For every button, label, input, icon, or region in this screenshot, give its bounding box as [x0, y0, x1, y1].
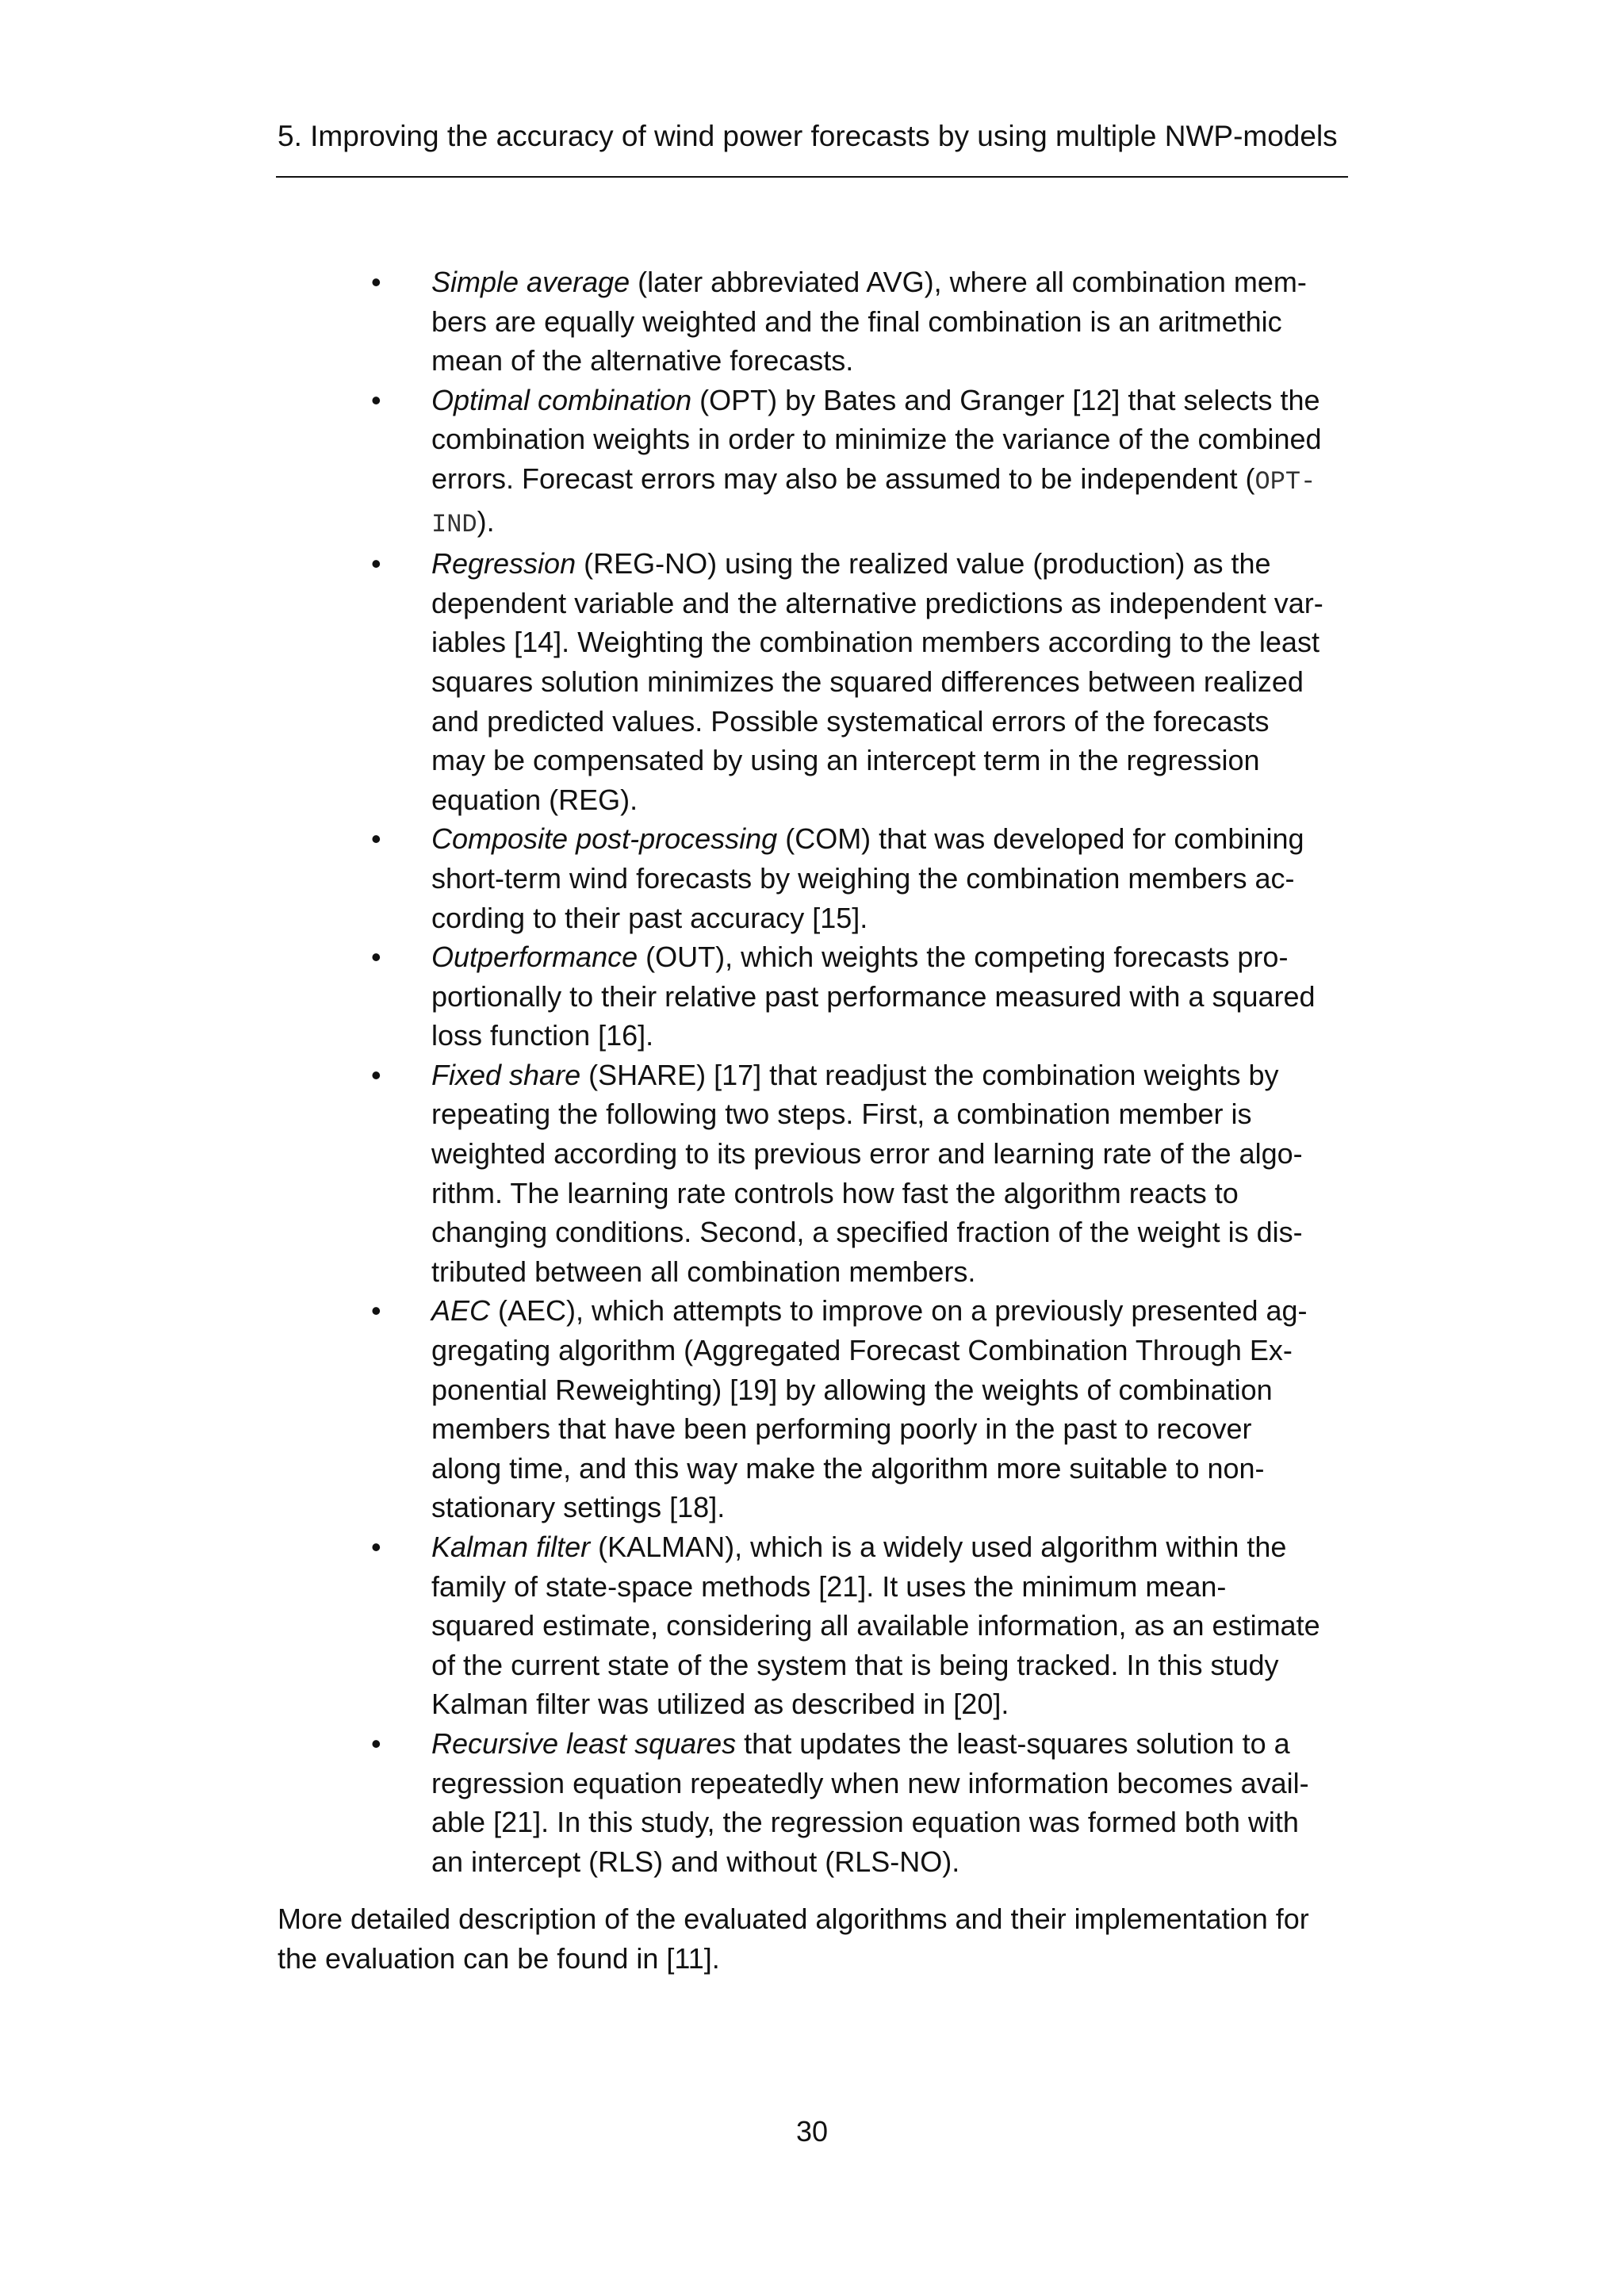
bullet-icon: •	[371, 383, 381, 416]
item-term: Regression	[431, 547, 576, 581]
bullet-icon: •	[371, 941, 381, 974]
page-number: 30	[795, 2115, 829, 2148]
list-item-aec: • AEC (AEC), which attempts to improve on a previously presented ag- gregating algorithm (Aggregated Forecast Combination Through Ex- ponential Reweighting) [19] by allowing the weights of combination members that have been performing poorly in the past to recover along time, and this way make the algorithm more suitable to non- stationary settings [18].	[278, 1291, 1364, 1527]
item-term: Composite post-processing	[431, 822, 778, 856]
header-rule	[276, 176, 1348, 178]
bullet-icon: •	[371, 1058, 381, 1091]
list-item-recursive-least-squares: • Recursive least squares that updates the least-squares solution to a regression equation repeatedly when new information becomes avail- able [21]. In this study, the regression equation was formed both with an intercept (RLS) and without (RLS-NO).	[278, 1724, 1364, 1881]
list-item-optimal-combination: • Optimal combination (OPT) by Bates and Granger [12] that selects the combination weights in order to minimize the variance of the combined errors. Forecast errors may also be assumed to be independent (OPT- IND).	[278, 381, 1364, 544]
algorithm-list	[278, 262, 1364, 1881]
item-term: AEC	[431, 1294, 491, 1328]
closing-paragraph: More detailed description of the evaluated algorithms and their implementation for the evaluation can be found in [11].	[278, 1903, 1309, 1975]
list-item-simple-average: • Simple average (later abbreviated AVG), where all combination mem- bers are equally weighted and the final combination is an aritmethic mean of the alternative forecasts.	[278, 262, 1364, 381]
code-term: OPT-	[1254, 466, 1316, 496]
code-term: IND	[431, 509, 477, 539]
bullet-icon: •	[371, 822, 381, 856]
list-item-composite-post-processing: • Composite post-processing (COM) that was developed for combining short-term wind forecasts by weighing the combination members ac- cording to their past accuracy [15].	[278, 819, 1364, 937]
bullet-icon: •	[371, 1531, 381, 1563]
bullet-icon: •	[371, 1726, 381, 1760]
item-term: Fixed share	[431, 1058, 581, 1091]
item-term: Simple average	[431, 266, 630, 298]
list-item-regression: • Regression (REG-NO) using the realized value (production) as the dependent variable and the alternative predictions as independent var- iables [14]. Weighting the combination members according to the least squares solution minimizes the squared differences between realized and predicted values. Possible systematical errors of the forecasts may be compensated by using an intercept term in the regression equation (REG).	[278, 544, 1364, 819]
item-term: Outperformance	[431, 941, 638, 974]
list-item-kalman-filter: • Kalman filter (KALMAN), which is a widely used algorithm within the family of state-space methods [21]. It uses the minimum mean- squared estimate, considering all available information, as an estimate of the current state of the system that is being tracked. In this study Kalman filter was utilized as described in [20].	[278, 1527, 1364, 1724]
item-term: Optimal combination	[431, 383, 692, 416]
running-header: 5. Improving the accuracy of wind power forecasts by using multiple NWP-models	[278, 120, 1338, 152]
bullet-icon: •	[371, 266, 381, 298]
item-term: Kalman filter	[431, 1531, 591, 1563]
list-item-fixed-share: • Fixed share (SHARE) [17] that readjust the combination weights by repeating the following two steps. First, a combination member is weighted according to its previous error and learning rate of the algo- rithm. The learning rate controls how fast the algorithm reacts to changing conditions. Second, a specified fraction of the weight is dis- tributed between all combination members.	[278, 1056, 1364, 1292]
list-item-outperformance: • Outperformance (OUT), which weights the competing forecasts pro- portionally to their relative past performance measured with a squared loss function [16].	[278, 937, 1364, 1056]
bullet-icon: •	[371, 547, 381, 581]
bullet-icon: •	[371, 1294, 381, 1328]
item-term: Recursive least squares	[431, 1726, 737, 1760]
